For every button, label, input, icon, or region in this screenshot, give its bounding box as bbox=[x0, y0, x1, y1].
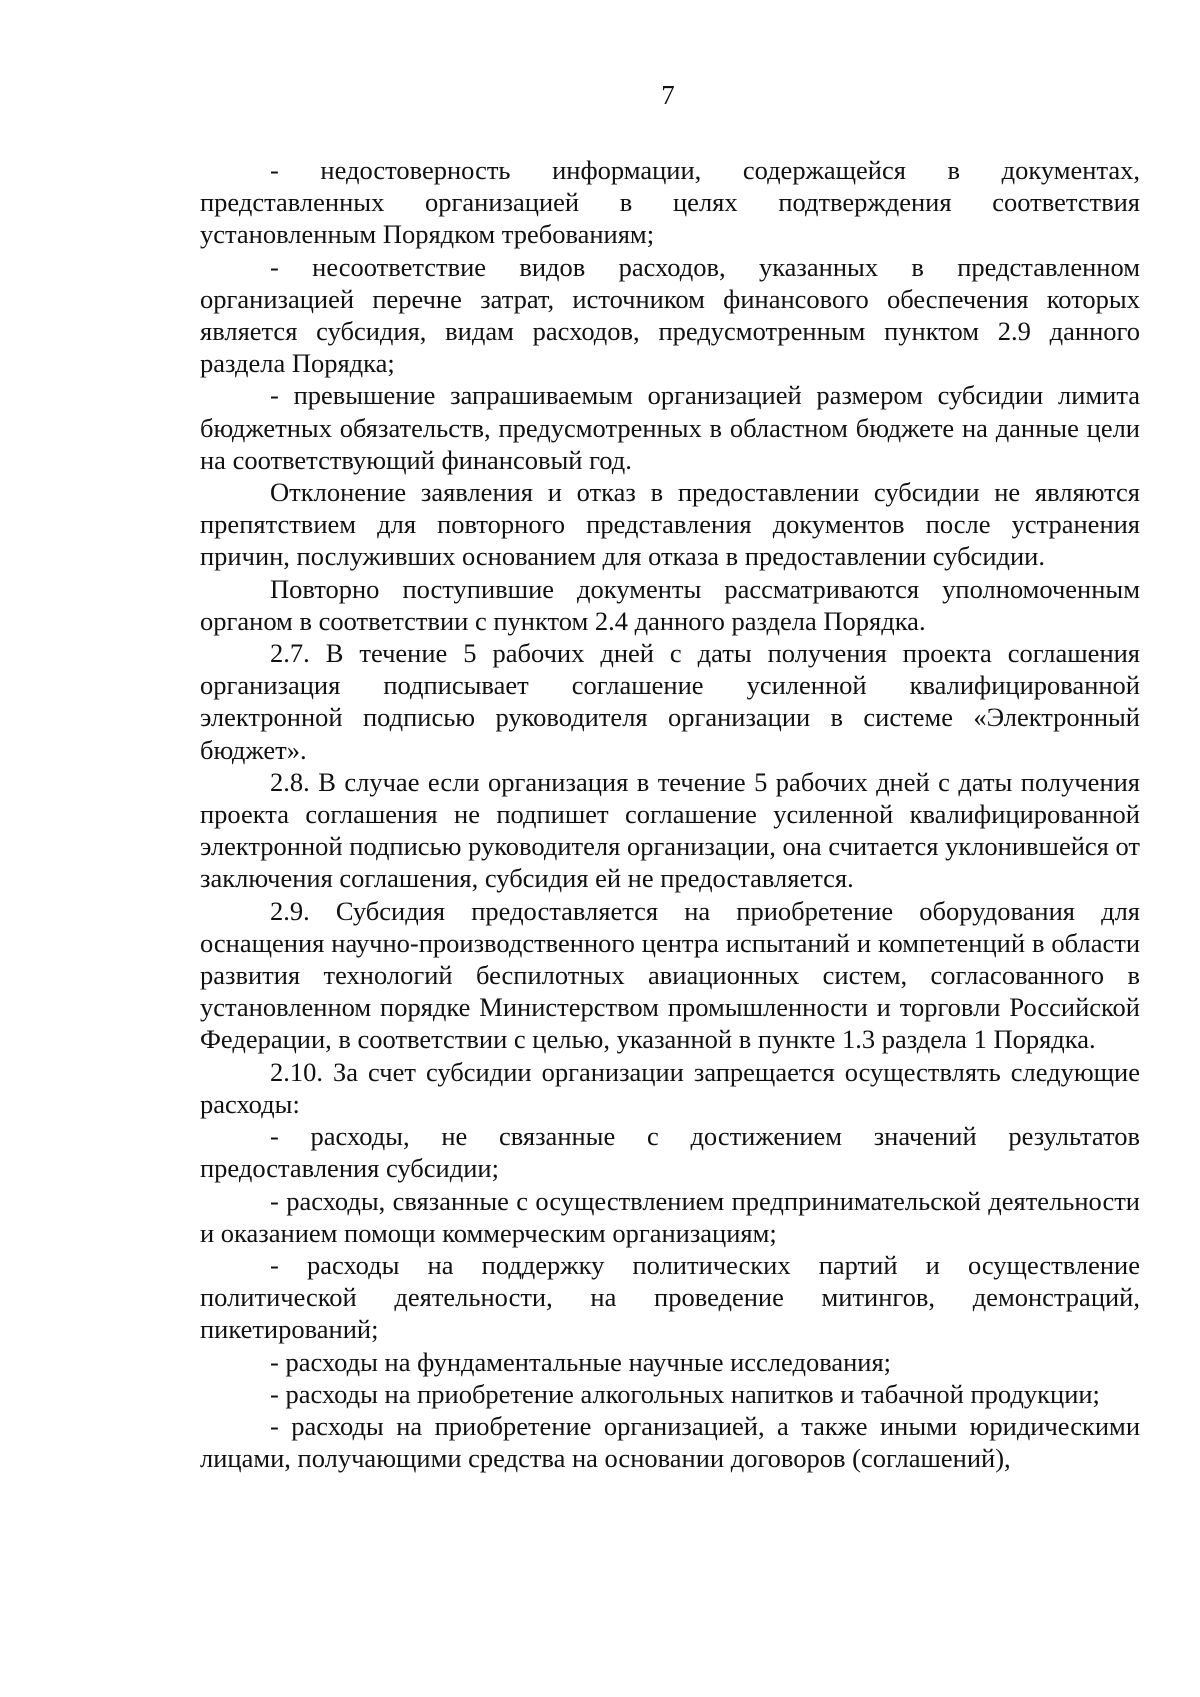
paragraph-clause-2-9: 2.9. Субсидия предоставляется на приобретение оборудования для оснащения научно-производственного центра испытаний и компетенций в области развития технологий беспилотных авиационных систем, согласованного в установленном порядке Министерством промышленности и торговли Российской Федерации, в соответствии с целью, указанной в пункте 1.3 раздела 1 Порядка. bbox=[200, 895, 1140, 1055]
paragraph-clause-2-8: 2.8. В случае если организация в течение 5 рабочих дней с даты получения проекта соглашения не подпишет соглашение усиленной квалифицированной электронной подписью руководителя организации, она считается уклонившейся от заключения соглашения, субсидия ей не предоставляется. bbox=[200, 766, 1140, 894]
paragraph-unreliable-info: - недостоверность информации, содержащейся в документах, представленных организацией в целях подтверждения соответствия установленным Порядком требованиям; bbox=[200, 155, 1140, 250]
paragraph-expense-political: - расходы на поддержку политических партий и осуществление политической деятельности, на проведение митингов, демонстраций, пикетирований; bbox=[200, 1249, 1140, 1345]
paragraph-resubmission: Повторно поступившие документы рассматриваются уполномоченным органом в соответствии с пунктом 2.4 данного раздела Порядка. bbox=[200, 573, 1140, 636]
paragraph-clause-2-10: 2.10. За счет субсидии организации запрещается осуществлять следующие расходы: bbox=[200, 1056, 1140, 1119]
paragraph-expense-alcohol-tobacco: - расходы на приобретение алкогольных напитков и табачной продукции; bbox=[270, 1378, 1100, 1409]
page-number: 7 bbox=[661, 80, 675, 110]
paragraph-expense-mismatch: - несоответствие видов расходов, указанных в представленном организацией перечне затрат, источником финансового обеспечения которых является субсидия, видам расходов, предусмотренным пунктом 2.9 данного раздела Порядка; bbox=[200, 251, 1140, 379]
paragraph-rejection-not-obstacle: Отклонение заявления и отказ в предоставлении субсидии не являются препятствием для повторного представления документов после устранения причин, послуживших основанием для отказа в предоставлении субсидии. bbox=[200, 477, 1140, 572]
paragraph-expense-fundamental-research: - расходы на фундаментальные научные исследования; bbox=[270, 1346, 892, 1377]
paragraph-expense-acquisition: - расходы на приобретение организацией, а также иными юридическими лицами, получающими средства на основании договоров (соглашений), bbox=[200, 1410, 1140, 1474]
document-body bbox=[200, 154, 1140, 1474]
paragraph-expense-unrelated: - расходы, не связанные с достижением значений результатов предоставления субсидии; bbox=[200, 1121, 1140, 1184]
paragraph-limit-excess: - превышение запрашиваемым организацией размером субсидии лимита бюджетных обязательств, предусмотренных в областном бюджете на данные цели на соответствующий финансовый год. bbox=[200, 380, 1140, 475]
paragraph-expense-commercial: - расходы, связанные с осуществлением предпринимательской деятельности и оказанием помощи коммерческим организациям; bbox=[200, 1185, 1140, 1248]
paragraph-clause-2-7: 2.7. В течение 5 рабочих дней с даты получения проекта соглашения организация подписывает соглашение усиленной квалифицированной электронной подписью руководителя организации в системе «Электронный бюджет». bbox=[200, 638, 1140, 765]
